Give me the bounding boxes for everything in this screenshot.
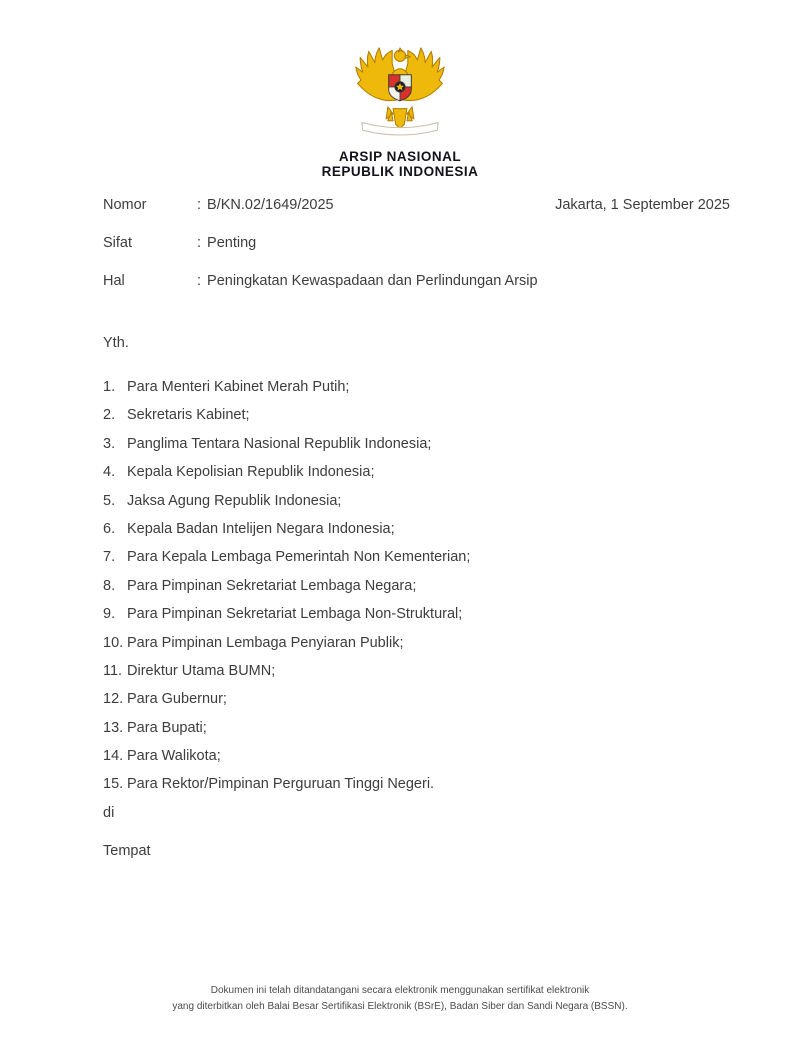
recipient-name: Kepala Badan Intelijen Negara Indonesia; — [127, 520, 395, 537]
recipient-item — [103, 549, 730, 566]
recipient-item — [103, 436, 730, 453]
recipient-name: Para Kepala Lembaga Pemerintah Non Kementerian; — [127, 549, 471, 566]
meta-label-sifat: Sifat — [103, 235, 133, 251]
location-placeholder: Tempat — [103, 842, 151, 859]
recipient-item — [103, 379, 730, 396]
recipient-item — [103, 720, 730, 737]
recipient-item — [103, 493, 730, 510]
meta-row-hal — [103, 273, 730, 290]
recipient-name: Para Pimpinan Lembaga Penyiaran Publik; — [127, 634, 404, 651]
footer-line2: yang diterbitkan oleh Balai Besar Sertifikasi Elektronik (BSrE), Badan Siber dan Sandi Negara (BSSN). — [172, 1000, 628, 1012]
recipient-name: Para Gubernur; — [127, 691, 227, 708]
recipient-number: 7. — [103, 549, 116, 566]
footer-line1: Dokumen ini telah ditandatangani secara elektronik menggunakan sertifikat elektronik — [210, 985, 590, 996]
recipient-number: 4. — [103, 464, 116, 481]
recipient-number: 15. — [103, 776, 124, 793]
recipient-item — [103, 407, 730, 424]
recipient-number: 11. — [103, 662, 123, 679]
electronic-signature-footer — [0, 983, 800, 1014]
recipient-name: Panglima Tentara Nasional Republik Indonesia; — [127, 435, 432, 452]
letter-nature: Penting — [207, 235, 257, 251]
recipient-number: 2. — [103, 407, 116, 424]
recipient-number: 10. — [103, 634, 124, 651]
dateline: Jakarta, 1 September 2025 — [555, 197, 730, 213]
letter-meta — [103, 197, 730, 290]
recipient-number: 1. — [103, 379, 116, 395]
org-name-line1: ARSIP NASIONAL — [338, 149, 462, 164]
recipient-name: Para Walikota; — [127, 748, 221, 765]
letterhead — [0, 0, 800, 179]
recipient-item — [103, 464, 730, 481]
meta-separator: : — [197, 235, 202, 251]
recipient-number: 8. — [103, 577, 116, 594]
salutation: Yth. — [103, 335, 129, 351]
garuda-pancasila-emblem-icon — [348, 44, 452, 142]
recipient-number: 5. — [103, 492, 116, 509]
location-intro: di — [103, 804, 115, 821]
recipient-item — [103, 748, 730, 765]
meta-separator: : — [197, 197, 202, 213]
org-name — [0, 149, 800, 179]
recipient-item — [103, 578, 730, 595]
meta-separator: : — [197, 273, 202, 289]
recipient-list — [103, 379, 730, 793]
recipient-name: Jaksa Agung Republik Indonesia; — [127, 492, 342, 509]
recipient-number: 6. — [103, 520, 116, 537]
recipient-item — [103, 691, 730, 708]
recipient-item — [103, 776, 730, 793]
recipient-number: 14. — [103, 748, 124, 765]
recipient-number: 9. — [103, 606, 116, 623]
letter-subject: Peningkatan Kewaspadaan dan Perlindungan Arsip — [207, 273, 538, 289]
recipient-item — [103, 635, 730, 652]
recipient-number: 12. — [103, 691, 124, 708]
recipient-name: Sekretaris Kabinet; — [127, 407, 250, 424]
recipient-name: Para Menteri Kabinet Merah Putih; — [127, 379, 350, 395]
org-name-line2: REPUBLIK INDONESIA — [321, 164, 479, 179]
recipient-item — [103, 606, 730, 623]
meta-row-nomor — [103, 197, 730, 214]
recipients-section — [103, 335, 730, 860]
recipient-name: Direktur Utama BUMN; — [127, 662, 276, 679]
recipient-item — [103, 663, 730, 680]
meta-row-sifat — [103, 235, 730, 252]
recipient-name: Para Bupati; — [127, 719, 207, 736]
letter-number: B/KN.02/1649/2025 — [207, 197, 334, 213]
recipient-item — [103, 521, 730, 538]
recipient-name: Para Pimpinan Sekretariat Lembaga Negara; — [127, 577, 417, 594]
recipient-name: Para Pimpinan Sekretariat Lembaga Non-Struktural; — [127, 606, 463, 623]
recipient-number: 3. — [103, 435, 116, 452]
recipient-name: Kepala Kepolisian Republik Indonesia; — [127, 464, 375, 481]
meta-label-nomor: Nomor — [103, 197, 147, 213]
recipient-name: Para Rektor/Pimpinan Perguruan Tinggi Negeri. — [127, 776, 435, 793]
recipient-number: 13. — [103, 719, 124, 736]
meta-label-hal: Hal — [103, 273, 125, 289]
